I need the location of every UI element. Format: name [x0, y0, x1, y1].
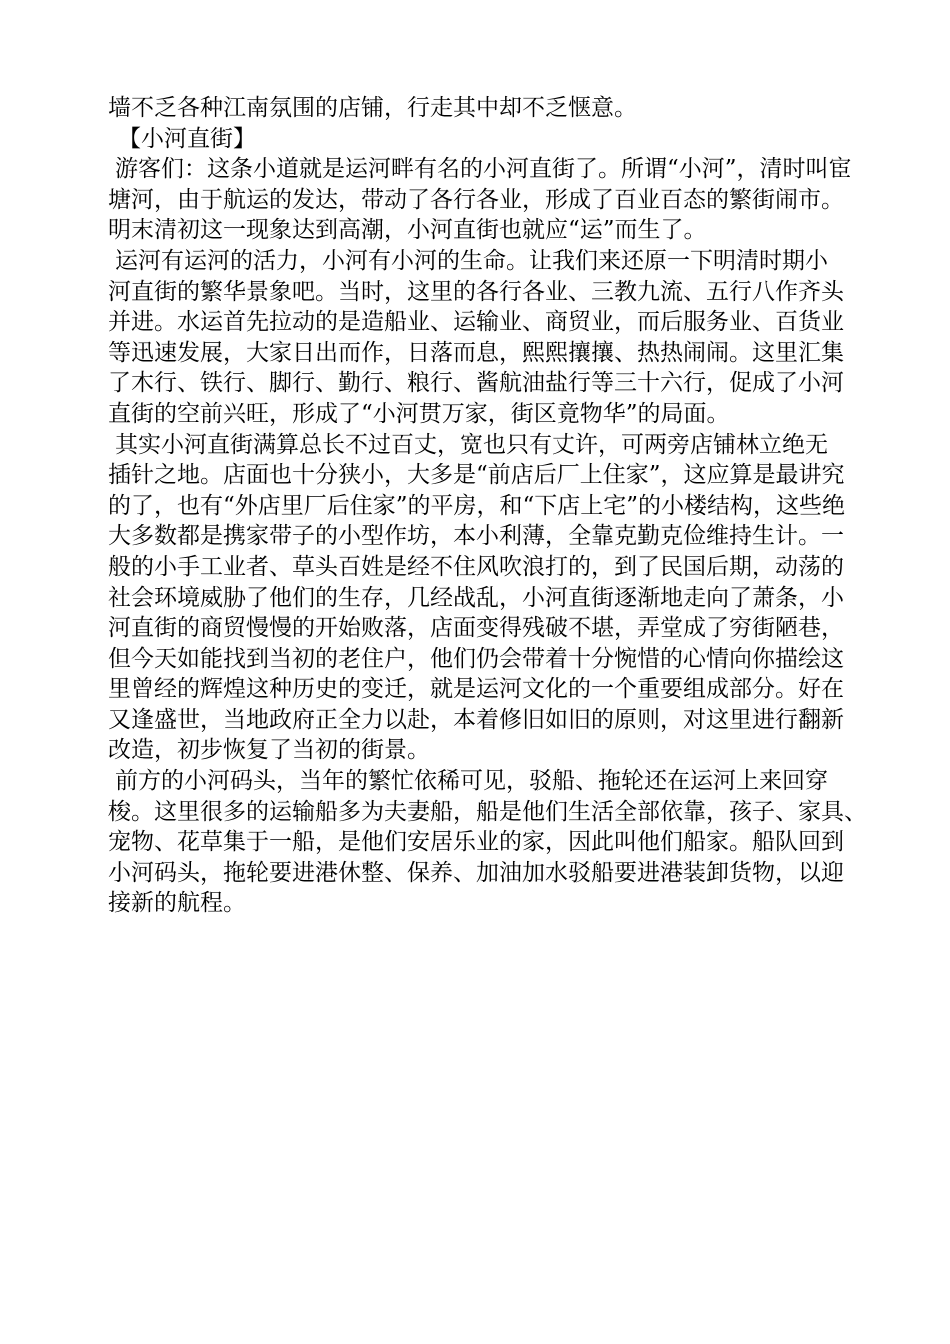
- text-line: 直街的空前兴旺，形成了“小河贯万家，街区竟物华”的局面。: [108, 400, 730, 427]
- text-line: 等迅速发展，大家日出而作，日落而息，熙熙攘攘、热热闹闹。这里汇集: [108, 339, 844, 366]
- text-line: 改造，初步恢复了当初的街景。: [108, 737, 430, 764]
- text-line: 般的小手工业者、草头百姓是经不住风吹浪打的，到了民国后期，动荡的: [108, 553, 844, 580]
- text-line: 梭。这里很多的运输船多为夫妻船，船是他们生活全部依靠，孩子、家具、: [108, 798, 867, 825]
- text-line: 河直街的商贸慢慢的开始败落，店面变得残破不堪，弄堂成了穷街陋巷，: [108, 615, 844, 642]
- paragraph-start-line: 前方的小河码头，当年的繁忙依稀可见，驳船、拖轮还在运河上来回穿: [115, 768, 828, 795]
- section-heading: 【小河直街】: [118, 125, 256, 152]
- text-line: 并进。水运首先拉动的是造船业、运输业、商贸业，而后服务业、百货业: [108, 309, 844, 336]
- body-text: [108, 93, 888, 919]
- paragraph-start-line: 游客们：这条小道就是运河畔有名的小河直街了。所谓“小河”，清时叫宦: [115, 156, 852, 183]
- text-line: 里曾经的辉煌这种历史的变迁，就是运河文化的一个重要组成部分。好在: [108, 676, 844, 703]
- text-line: 墙不乏各种江南氛围的店铺，行走其中却不乏惬意。: [108, 95, 637, 121]
- text-line: 河直街的繁华景象吧。当时，这里的各行各业、三教九流、五行八作齐头: [108, 278, 844, 305]
- text-line: 了木行、铁行、脚行、勤行、粮行、酱航油盐行等三十六行，促成了小河: [108, 370, 844, 397]
- text-line: 宠物、花草集于一船，是他们安居乐业的家，因此叫他们船家。船队回到: [108, 829, 844, 856]
- text-line: 插针之地。店面也十分狭小，大多是“前店后厂上住家”，这应算是最讲究: [108, 462, 845, 489]
- text-line: 大多数都是携家带子的小型作坊，本小利薄，全靠克勤克俭维持生计。一: [108, 523, 844, 550]
- paragraph-start-line: 其实小河直街满算总长不过百丈，宽也只有丈许，可两旁店铺林立绝无: [115, 431, 828, 458]
- text-line: 社会环境威胁了他们的生存，几经战乱，小河直街逐渐地走向了萧条，小: [108, 584, 844, 611]
- paragraph-start-line: 运河有运河的活力，小河有小河的生命。让我们来还原一下明清时期小: [115, 247, 828, 274]
- text-line: 又逢盛世，当地政府正全力以赴，本着修旧如旧的原则，对这里进行翻新: [108, 706, 844, 733]
- text-line: 但今天如能找到当初的老住户，他们仍会带着十分惋惜的心情向你描绘这: [108, 645, 844, 672]
- text-line: 接新的航程。: [108, 890, 246, 917]
- text-line: 明末清初这一现象达到高潮，小河直街也就应“运”而生了。: [108, 217, 707, 244]
- text-line: 塘河，由于航运的发达，带动了各行各业，形成了百业百态的繁街闹市。: [108, 186, 844, 213]
- text-line: 小河码头，拖轮要进港休整、保养、加油加水驳船要进港装卸货物，以迎: [108, 859, 844, 886]
- text-line: 的了，也有“外店里厂后住家”的平房，和“下店上宅”的小楼结构，这些绝: [108, 492, 846, 519]
